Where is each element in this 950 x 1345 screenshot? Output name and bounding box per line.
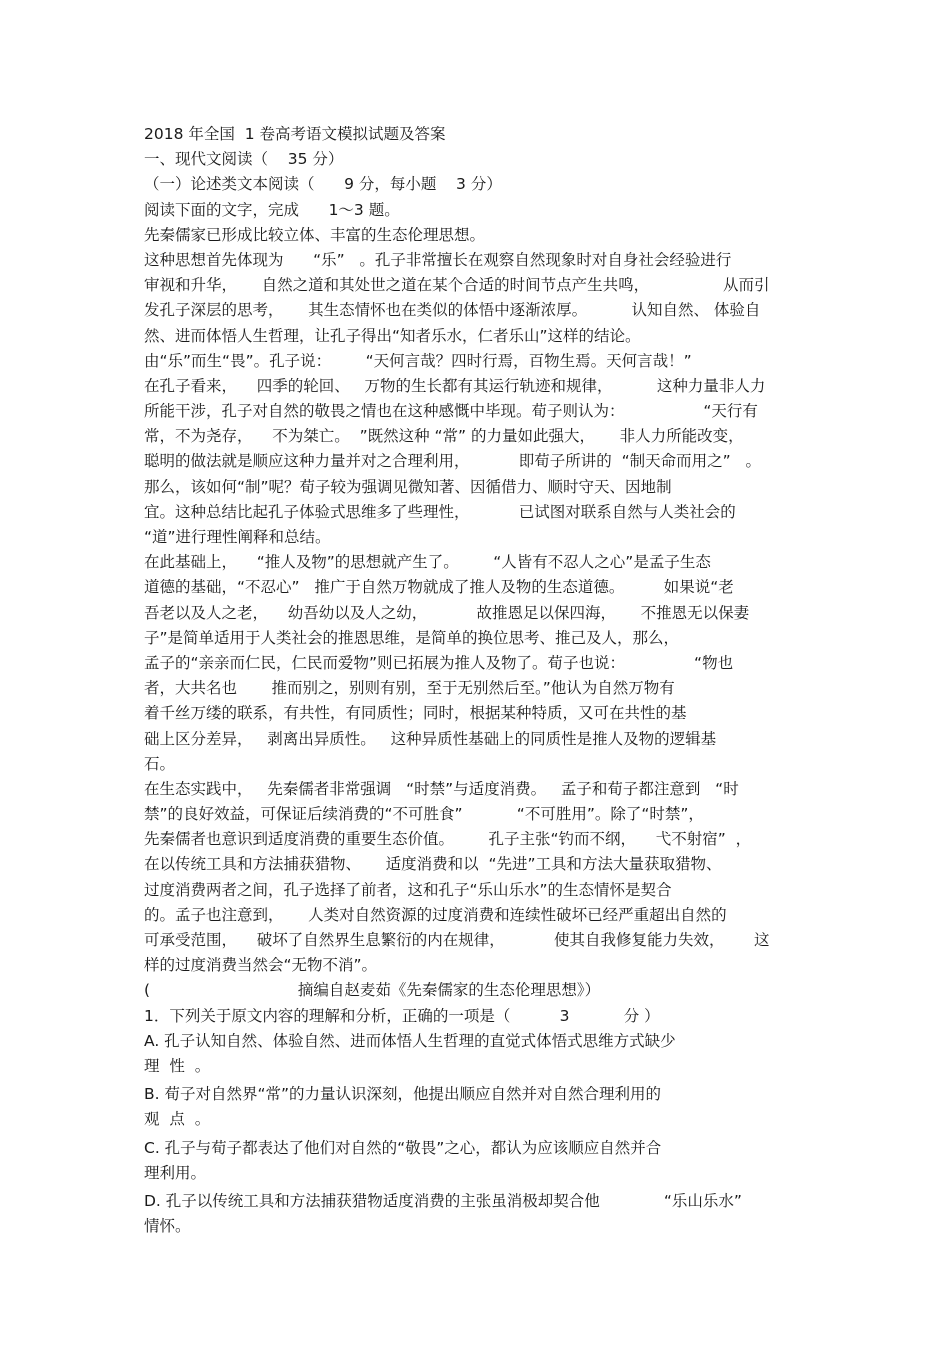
passage-line: 着千丝万缕的联系，有共性，有同质性；同时，根据某种特质，又可在共性的基 (144, 704, 687, 723)
section-heading: 一、现代文阅读（ 35 分） (144, 150, 344, 169)
passage-line: 子”是简单适用于人类社会的推恩思维，是简单的换位思考、推己及人，那么， (144, 628, 680, 647)
passage-line: 那么，该如何“制”呢？荀子较为强调见微知著、因循借力、顺时守天、因地制 (144, 477, 672, 496)
passage-line: 的。孟子也注意到， 人类对自然资源的过度消费和连续性破坏已经严重超出自然的 (144, 905, 727, 924)
option-b-line1: B. 荀子对自然界“常”的力量认识深刻，他提出顺应自然并对自然合理利用的 (144, 1085, 662, 1104)
passage-line: 审视和升华， 自然之道和其处世之道在某个合适的时间节点产生共鸣， 从而引 (144, 276, 770, 295)
passage-line: 石。 (144, 754, 176, 773)
subsection-heading: （一）论述类文本阅读（ 9 分，每小题 3 分） (144, 175, 502, 194)
passage-line: 在以传统工具和方法捕获猎物、 适度消费和以 “先进”工具和方法大量获取猎物、 (144, 855, 722, 874)
passage-line: 道德的基础，“不忍心” 推广于自然万物就成了推人及物的生态道德。 如果说“老 (144, 578, 734, 597)
passage-line: 孟子的“亲亲而仁民，仁民而爱物”则已拓展为推人及物了。荀子也说： “物也 (144, 653, 734, 672)
passage-line: 过度消费两者之间，孔子选择了前者，这和孔子“乐山乐水”的生态情怀是契合 (144, 880, 672, 899)
passage (144, 223, 812, 1004)
passage-source: ( 摘编自赵麦茹《先秦儒家的生态伦理思想》） (144, 981, 601, 1000)
option-d-line1: D. 孔子以传统工具和方法捕获猎物适度消费的主张虽消极却契合他 “乐山乐水” (144, 1191, 742, 1210)
passage-line: 在此基础上， “推人及物”的思想就产生了。 “人皆有不忍人之心”是孟子生态 (144, 553, 711, 572)
question-stem: 1．下列关于原文内容的理解和分析，正确的一项是（ 3 分 ） (144, 1006, 660, 1025)
passage-line: 禁”的良好效益，可保证后续消费的“不可胜食” “不可胜用”。除了“时禁”， (144, 805, 704, 824)
passage-line: 先秦儒者也意识到适度消费的重要生态价值。 孔子主张“钓而不纲， 弋不射宿” ， (144, 830, 752, 849)
option-d-line2: 情怀。 (144, 1217, 191, 1236)
passage-line: 础上区分差异， 剥离出异质性。 这种异质性基础上的同质性是推人及物的逻辑基 (144, 729, 717, 748)
reading-instruction: 阅读下面的文字，完成 1～3 题。 (144, 200, 400, 219)
option-a-line2: 理 性 。 (144, 1056, 211, 1075)
option-b[interactable] (144, 1082, 812, 1132)
option-c[interactable] (144, 1136, 812, 1186)
passage-line: 在生态实践中， 先秦儒者非常强调 “时禁”与适度消费。 孟子和荀子都注意到 “时 (144, 779, 739, 798)
passage-line: 宜。这种总结比起孔子体验式思维多了些理性， 已试图对联系自然与人类社会的 (144, 502, 736, 521)
option-c-line2: 理利用。 (144, 1163, 207, 1182)
passage-line: 这种思想首先体现为 “乐” 。孔子非常擅长在观察自然现象时对自身社会经验进行 (144, 250, 732, 269)
passage-line: 者，大共名也 推而别之，别则有别，至于无别然后至。”他认为自然万物有 (144, 679, 675, 698)
passage-line: 然、进而体悟人生哲理，让孔子得出“知者乐水，仁者乐山”这样的结论。 (144, 326, 641, 345)
passage-line: 所能干涉，孔子对自然的敬畏之情也在这种感慨中毕现。荀子则认为： “天行有 (144, 402, 758, 421)
option-c-line1: C. 孔子与荀子都表达了他们对自然的“敬畏”之心，都认为应该顺应自然并合 (144, 1138, 662, 1157)
passage-line: 可承受范围， 破坏了自然界生息繁衍的内在规律， 使其自我修复能力失效， 这 (144, 931, 770, 949)
option-b-line2: 观 点 。 (144, 1110, 211, 1129)
passage-line: 由“乐”而生“畏”。孔子说： “天何言哉？四时行焉，百物生焉。天何言哉！” (144, 351, 692, 370)
passage-line: “道”进行理性阐释和总结。 (144, 528, 331, 546)
passage-line: 聪明的做法就是顺应这种力量并对之合理利用， 即荀子所讲的 “制天命而用之” 。 (144, 452, 761, 471)
passage-line: 发孔子深层的思考， 其生态情怀也在类似的体悟中逐渐浓厚。 认知自然、 体验自 (144, 301, 761, 320)
question-1 (144, 1004, 812, 1240)
option-a-line1: A. 孔子认知自然、体验自然、进而体悟人生哲理的直觉式体悟式思维方式缺少 (144, 1031, 676, 1050)
document-title: 2018 年全国 1 卷高考语文模拟试题及答案 (144, 125, 446, 143)
option-d[interactable] (144, 1189, 812, 1239)
passage-line: 样的过度消费当然会“无物不消”。 (144, 956, 378, 975)
passage-line: 常，不为尧存， 不为桀亡。 ”既然这种 “常” 的力量如此强大， 非人力所能改变， (144, 427, 744, 446)
document-page (144, 122, 812, 1239)
passage-line: 在孔子看来， 四季的轮回、 万物的生长都有其运行轨迹和规律， 这种力量非人力 (144, 376, 766, 395)
option-a[interactable] (144, 1029, 812, 1079)
passage-line: 吾老以及人之老， 幼吾幼以及人之幼， 故推恩足以保四海， 不推恩无以保妻 (144, 603, 750, 622)
passage-line: 先秦儒家已形成比较立体、丰富的生态伦理思想。 (144, 225, 486, 244)
